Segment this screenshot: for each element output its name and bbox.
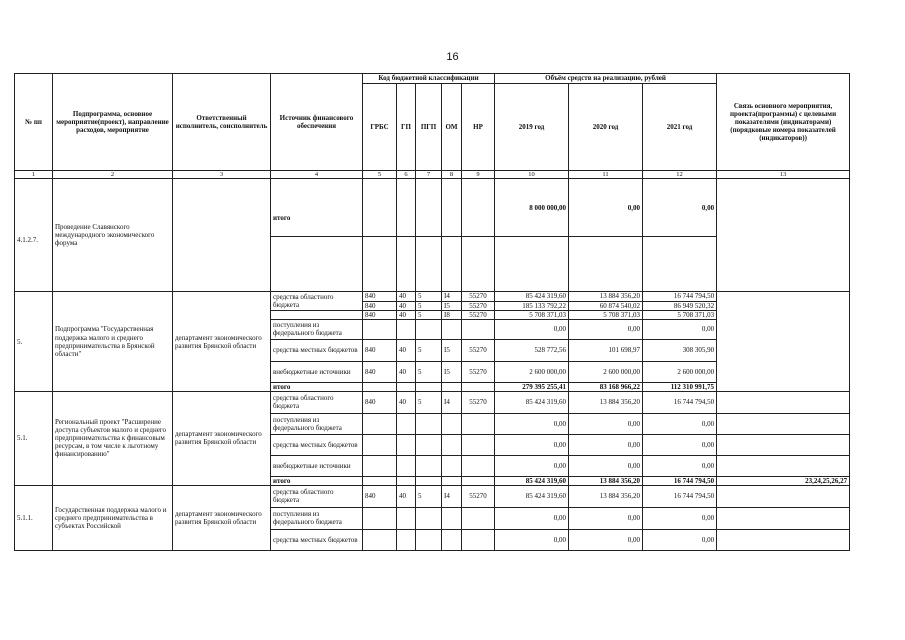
amount-2020: 0,00 (569, 319, 643, 339)
link-cell (717, 391, 850, 413)
amount-2019: 85 424 319,60 (495, 485, 569, 507)
header-source: Источник финансового обеспечения (271, 74, 363, 171)
code-grbs: 840 (363, 301, 397, 310)
row-title: Подпрограмма "Государственная поддержка малого и среднего предпринимательства в Брянской области" (53, 292, 173, 391)
code-pgp: 5 (416, 391, 442, 413)
amount-2019: 0,00 (495, 529, 569, 550)
amount-2021: 308 305,90 (643, 339, 717, 361)
amount-2021: 16 744 794,50 (643, 391, 717, 413)
link-cell (717, 434, 850, 455)
col-number: 13 (717, 171, 850, 179)
responsible-cell: департамент экономического развития Брянской области (173, 391, 271, 485)
code-gp: 40 (397, 485, 416, 507)
code-gp: 40 (397, 301, 416, 310)
amount-2019: 0,00 (495, 507, 569, 529)
total-label: итого (271, 237, 363, 292)
amount-2019: 85 424 319,60 (495, 391, 569, 413)
source-cell: средства областного бюджета (271, 391, 363, 413)
table-row (15, 391, 850, 413)
col-number: 7 (416, 171, 442, 179)
header-2019: 2019 год (495, 84, 569, 171)
code-grbs: 840 (363, 339, 397, 361)
code-om: I5 (442, 301, 462, 310)
total-label: итого (271, 476, 363, 485)
row-number: 5. (15, 292, 53, 391)
source-cell (271, 310, 363, 319)
col-number: 10 (495, 171, 569, 179)
code-nr: 55270 (462, 361, 495, 382)
total-2019: 85 424 319,60 (495, 476, 569, 485)
amount-2021: 86 949 520,32 (643, 301, 717, 310)
code-om: I5 (442, 339, 462, 361)
source-cell: средства областного бюджета (271, 485, 363, 507)
col-number: 11 (569, 171, 643, 179)
table-row (15, 292, 850, 301)
code-om: I4 (442, 292, 462, 301)
amount-2021: 0,00 (643, 319, 717, 339)
link-cell (717, 507, 850, 529)
code-nr (462, 319, 495, 339)
link-cell (717, 455, 850, 476)
amount-2020: 60 874 540,02 (569, 301, 643, 310)
code-nr: 55270 (462, 339, 495, 361)
amount-2020: 0,00 (569, 413, 643, 434)
amount-2020: 0,00 (569, 434, 643, 455)
link-cell (717, 485, 850, 507)
header-2020: 2020 год (569, 84, 643, 171)
page-number: 16 (446, 51, 459, 63)
link-cell (717, 529, 850, 550)
code-om: I4 (442, 391, 462, 413)
amount-2019: 2 600 000,00 (495, 361, 569, 382)
header-grbs: ГРБС (363, 84, 397, 171)
amount-2020: 0,00 (569, 455, 643, 476)
amount-2020: 13 884 356,20 (569, 485, 643, 507)
amount-2021: 0,00 (643, 507, 717, 529)
amount-2021: 16 744 794,50 (643, 485, 717, 507)
header-subprogram: Подпрограмма, основное мероприятие(проект), направление расходов, мероприятие (53, 74, 173, 171)
col-number: 4 (271, 171, 363, 179)
budget-table (14, 73, 850, 551)
responsible-cell (173, 179, 271, 292)
code-pgp: 5 (416, 310, 442, 319)
header-budget-code: Код бюджетной классификации (363, 74, 495, 84)
amount-2020: 5 708 371,03 (569, 310, 643, 319)
total-2021: 112 310 991,75 (643, 382, 717, 391)
amount-2019: 0,00 (495, 455, 569, 476)
source-cell: поступления из федерального бюджета (271, 413, 363, 434)
table-row (15, 179, 850, 237)
amount-2020: 2 600 000,00 (569, 361, 643, 382)
source-cell: поступления из федерального бюджета (271, 507, 363, 529)
amount-2019: 85 424 319,60 (495, 292, 569, 301)
header-nr: НР (462, 84, 495, 171)
total-2020: 83 168 966,22 (569, 382, 643, 391)
table-row (15, 485, 850, 507)
header-link: Связь основного мероприятия, проекта(программы) с целевыми показателями (индикаторами) (порядковые номера показателей (индикаторов)) (717, 74, 850, 171)
col-number: 8 (442, 171, 462, 179)
code-nr: 55270 (462, 485, 495, 507)
code-om: I4 (442, 485, 462, 507)
total-2019: 279 395 255,41 (495, 382, 569, 391)
source-cell: средства областного бюджета (271, 292, 363, 310)
amount-2019: 185 133 792,22 (495, 301, 569, 310)
source-cell: поступления из федерального бюджета (271, 319, 363, 339)
code-grbs: 840 (363, 391, 397, 413)
amount-2021: 0,00 (643, 413, 717, 434)
code-grbs: 840 (363, 310, 397, 319)
row-title: Региональный проект "Расширение доступа субъектов малого и среднего предпринимательства к финансовым ресурсам, в том числе к льготному финансированию" (53, 391, 173, 485)
code-gp (397, 319, 416, 339)
col-number: 1 (15, 171, 53, 179)
amount-2019: 528 772,56 (495, 339, 569, 361)
code-om: I5 (442, 361, 462, 382)
col-number: 9 (462, 171, 495, 179)
col-number: 5 (363, 171, 397, 179)
link-cell (717, 292, 850, 391)
source-cell: средства местных бюджетов (271, 529, 363, 550)
col-number: 6 (397, 171, 416, 179)
row-number: 5.1. (15, 391, 53, 485)
amount-2019: 0,00 (495, 319, 569, 339)
total-2020: 13 884 356,20 (569, 476, 643, 485)
code-om: I8 (442, 310, 462, 319)
amount-2020: 0,00 (569, 507, 643, 529)
code-pgp: 5 (416, 485, 442, 507)
amount-2019: 5 708 371,03 (495, 310, 569, 319)
code-grbs (363, 319, 397, 339)
code-pgp (416, 319, 442, 339)
header-responsible: Ответственный исполнитель, соисполнитель (173, 74, 271, 171)
total-2021: 16 744 794,50 (643, 476, 717, 485)
code-nr: 55270 (462, 310, 495, 319)
indicator-links: 23,24,25,26,27 (717, 476, 850, 485)
header-om: ОМ (442, 84, 462, 171)
amount-2021: 0,00 (643, 434, 717, 455)
source-cell: средства местных бюджетов (271, 434, 363, 455)
code-gp: 40 (397, 339, 416, 361)
row-number: 4.1.2.7. (15, 179, 53, 292)
header-2021: 2021 год (643, 84, 717, 171)
amount-2019: 0,00 (495, 413, 569, 434)
code-pgp: 5 (416, 301, 442, 310)
amount-2020: 0,00 (569, 529, 643, 550)
amount-2020: 101 698,97 (569, 339, 643, 361)
total-label: итого (271, 382, 363, 391)
code-grbs: 840 (363, 292, 397, 301)
code-grbs: 840 (363, 361, 397, 382)
code-pgp: 5 (416, 361, 442, 382)
code-gp: 40 (397, 310, 416, 319)
code-gp: 40 (397, 361, 416, 382)
code-om (442, 319, 462, 339)
amount-2021: 0,00 (643, 179, 717, 237)
link-cell (717, 413, 850, 434)
responsible-cell: департамент экономического развития Брянской области (173, 292, 271, 391)
code-nr: 55270 (462, 292, 495, 301)
link-cell (717, 179, 850, 292)
code-nr: 55270 (462, 391, 495, 413)
col-number: 3 (173, 171, 271, 179)
source-cell: средства местных бюджетов (271, 339, 363, 361)
header-num: № пп (15, 74, 53, 171)
code-nr: 55270 (462, 301, 495, 310)
amount-2021: 5 708 371,03 (643, 310, 717, 319)
source-cell (271, 179, 363, 237)
source-cell: внебюджетные источники (271, 361, 363, 382)
code-pgp: 5 (416, 339, 442, 361)
amount-2021: 0,00 (643, 529, 717, 550)
header-pgp: ПГП (416, 84, 442, 171)
header-gp: ГП (397, 84, 416, 171)
code-gp: 40 (397, 391, 416, 413)
amount-2021: 2 600 000,00 (643, 361, 717, 382)
source-cell: внебюджетные источники (271, 455, 363, 476)
row-title: Государственная поддержка малого и среднего предпринимательства в субъектах Российской (53, 485, 173, 550)
code-pgp: 5 (416, 292, 442, 301)
row-number: 5.1.1. (15, 485, 53, 550)
responsible-cell: департамент экономического развития Брянской области (173, 485, 271, 550)
amount-2020: 0,00 (569, 179, 643, 237)
code-grbs: 840 (363, 485, 397, 507)
row-title: Проведение Славянского международного экономического форума (53, 179, 173, 292)
amount-2021: 0,00 (643, 455, 717, 476)
amount-2020: 13 884 356,20 (569, 292, 643, 301)
code-gp: 40 (397, 292, 416, 301)
amount-2020: 13 884 356,20 (569, 391, 643, 413)
col-number: 2 (53, 171, 173, 179)
amount-2021: 16 744 794,50 (643, 292, 717, 301)
amount-2019: 0,00 (495, 434, 569, 455)
amount-2019: 8 000 000,00 (495, 179, 569, 237)
col-number: 12 (643, 171, 717, 179)
header-volume: Объём средств на реализацию, рублей (495, 74, 717, 84)
